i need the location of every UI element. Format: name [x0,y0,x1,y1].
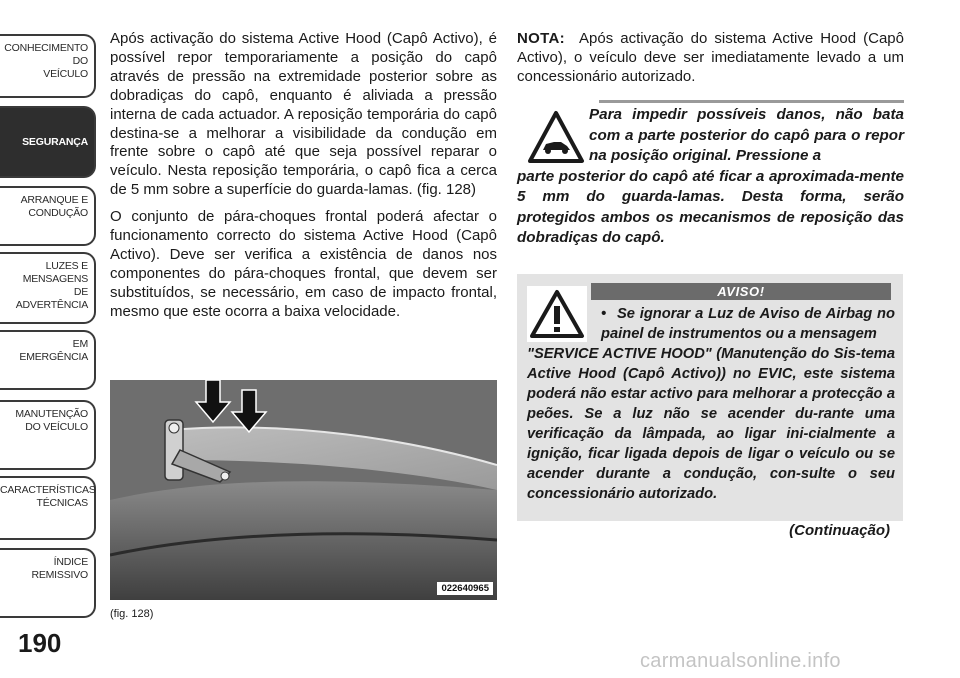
note-text: Após activação do sistema Active Hood (Capô Activo), o veículo deve ser imediatamente levado a um concessionário autorizado. [517,30,904,85]
bullet-icon: • [601,306,607,322]
tab-em-emergencia[interactable]: EM EMERGÊNCIA [0,330,96,390]
warning-lead-line [601,304,895,344]
continuation-label: (Continuação) [789,522,890,539]
figure-code: 022640965 [437,582,493,595]
tab-manutencao-do-veiculo[interactable]: MANUTENÇÃO DO VEÍCULO [0,400,96,470]
note-label: NOTA: [517,30,565,47]
watermark: carmanualsonline.info [640,650,841,672]
figure-caption: (fig. 128) [110,608,154,620]
tab-caracteristicas-tecnicas[interactable]: CARACTERÍSTICAS TÉCNICAS [0,476,96,540]
paragraph-hood-reset: Após activação do sistema Active Hood (Capô Activo), é possível repor temporariamente a posição do capô através de pressão na extremidade posterior sobre as dobradiças do capô, enquanto é aliviada a pressão interna de cada actuador. A reposição temporária do capô destina-se a melhorar a visibilidade da condução em frente sobre o capô até que seja possível reparar o veículo. Nesta reposição temporária, o capô fica a cerca de 5 mm sobre a superfície do guarda-lamas. (fig. 128) [110,30,497,199]
figure-hood-hinge [110,380,497,600]
page-number: 190 [18,628,62,658]
warning-rest: "SERVICE ACTIVE HOOD" (Manutenção do Sis-tema Active Hood (Capô Activo)) no EVIC, este sistema poderá não estar activo para melhorar a protecção a peões. Se a luz não se acender du-rante uma verificação da lâmpada, ao ligar ini-cialmente a ignição, ficar ligada depois de ligar o veículo ou se acender durante a condução, con-sulte o seu concessionário autorizado. [527,346,895,502]
car-caution-icon [527,110,585,164]
tab-luzes-e-mensagens[interactable]: LUZES E MENSAGENS DE ADVERTÊNCIA [0,252,96,324]
tab-seguranca[interactable]: SEGURANÇA [0,106,96,178]
caution-lead: Para impedir possíveis danos, não bata com a parte posterior do capô para o repor na posição original. Pressione a [589,106,904,164]
warning-box [517,274,903,521]
paragraph-bumper: O conjunto de pára-choques frontal poderá afectar o funcionamento correcto do sistema Active Hood (Capô Activo). Deve ser verifica a existência de danos nos componentes do pára-choques frontal, que devem ser substituídos, se necessário, em caso de impacto frontal, mesmo que este ocorra a baixa velocidade. [110,208,497,320]
left-column [110,30,497,330]
caution-block [517,100,904,249]
warning-title: AVISO! [591,283,891,300]
tab-arranque-e-conducao[interactable]: ARRANQUE E CONDUÇÃO [0,186,96,246]
hood-hinge-illustration [110,380,497,600]
tab-indice-remissivo[interactable]: ÍNDICE REMISSIVO [0,548,96,618]
tab-conhecimento-do-veiculo[interactable]: CONHECIMENTO DO VEÍCULO [0,34,96,98]
warning-lead: Se ignorar a Luz de Aviso de Airbag no painel de instrumentos ou a mensagem [601,306,895,342]
caution-rest: parte posterior do capô até ficar a aproximada-mente 5 mm do guarda-lamas. Desta forma, serão protegidos ambos os mecanismos de reposição das dobradiças do capô. [517,167,904,246]
note-block [517,30,904,87]
